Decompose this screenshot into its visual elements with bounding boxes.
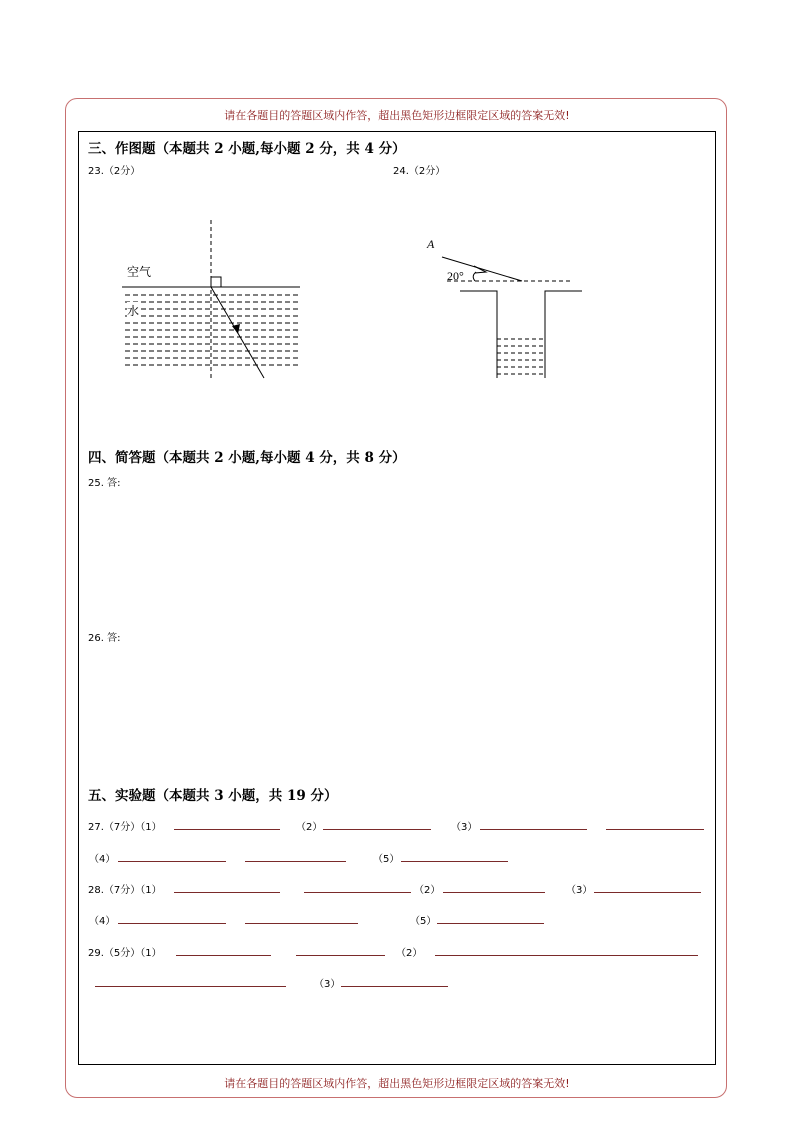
q29-3-blank[interactable] [341, 986, 448, 987]
q29-2-label: （2） [396, 948, 423, 959]
q27-3a-blank[interactable] [480, 829, 587, 830]
q27-5-label: （5） [373, 854, 400, 865]
top-notice: 请在各题目的答题区域内作答，超出黑色矩形边框限定区域的答案无效! [224, 109, 570, 122]
water-label: 水 [127, 304, 140, 318]
q24-label: 24.（2分） [393, 166, 446, 177]
q29-3-label: （3） [314, 979, 341, 990]
q27-4a-blank[interactable] [118, 861, 226, 862]
q28-4b-blank[interactable] [245, 923, 358, 924]
section3-heading: 三、作图题（本题共 2 小题,每小题 2 分，共 4 分） [88, 141, 406, 157]
q29-1a-blank[interactable] [176, 955, 271, 956]
q28-5-blank[interactable] [437, 923, 544, 924]
q27-4b-blank[interactable] [245, 861, 346, 862]
q25-label: 25. 答: [88, 478, 121, 489]
q28-4-label: （4） [89, 916, 116, 927]
q23-label: 23.（2分） [88, 166, 141, 177]
q27-3-label: （3） [451, 822, 478, 833]
q29-label: 29.（5分）（1） [88, 948, 162, 959]
q29-2a-blank[interactable] [435, 955, 698, 956]
q28-1b-blank[interactable] [304, 892, 411, 893]
q28-3-label: （3） [566, 885, 593, 896]
q27-2-blank[interactable] [323, 829, 431, 830]
bottom-notice: 请在各题目的答题区域内作答，超出黑色矩形边框限定区域的答案无效! [224, 1077, 570, 1090]
section5-heading: 五、实验题（本题共 3 小题，共 19 分） [88, 788, 338, 804]
q28-2-blank[interactable] [443, 892, 545, 893]
point-a-label: A [427, 237, 435, 251]
q27-3b-blank[interactable] [606, 829, 704, 830]
q25-answer-area[interactable] [88, 490, 708, 620]
angle-label: 20° [447, 269, 464, 283]
q27-1-blank[interactable] [174, 829, 280, 830]
q27-5-blank[interactable] [401, 861, 508, 862]
q26-answer-area[interactable] [88, 645, 708, 775]
q28-label: 28.（7分）（1） [88, 885, 162, 896]
q28-2-label: （2） [414, 885, 441, 896]
q29-2b-blank[interactable] [95, 986, 286, 987]
q28-5-label: （5） [410, 916, 437, 927]
section4-heading: 四、简答题（本题共 2 小题,每小题 4 分，共 8 分） [88, 450, 406, 466]
air-label: 空气 [127, 265, 152, 279]
q28-3-blank[interactable] [594, 892, 701, 893]
q29-1b-blank[interactable] [296, 955, 385, 956]
q27-4-label: （4） [89, 854, 116, 865]
q28-4a-blank[interactable] [118, 923, 226, 924]
q26-label: 26. 答: [88, 633, 121, 644]
q27-label: 27.（7分）（1） [88, 822, 162, 833]
refraction-diagram[interactable] [122, 220, 300, 380]
q27-2-label: （2） [296, 822, 323, 833]
q28-1a-blank[interactable] [174, 892, 280, 893]
